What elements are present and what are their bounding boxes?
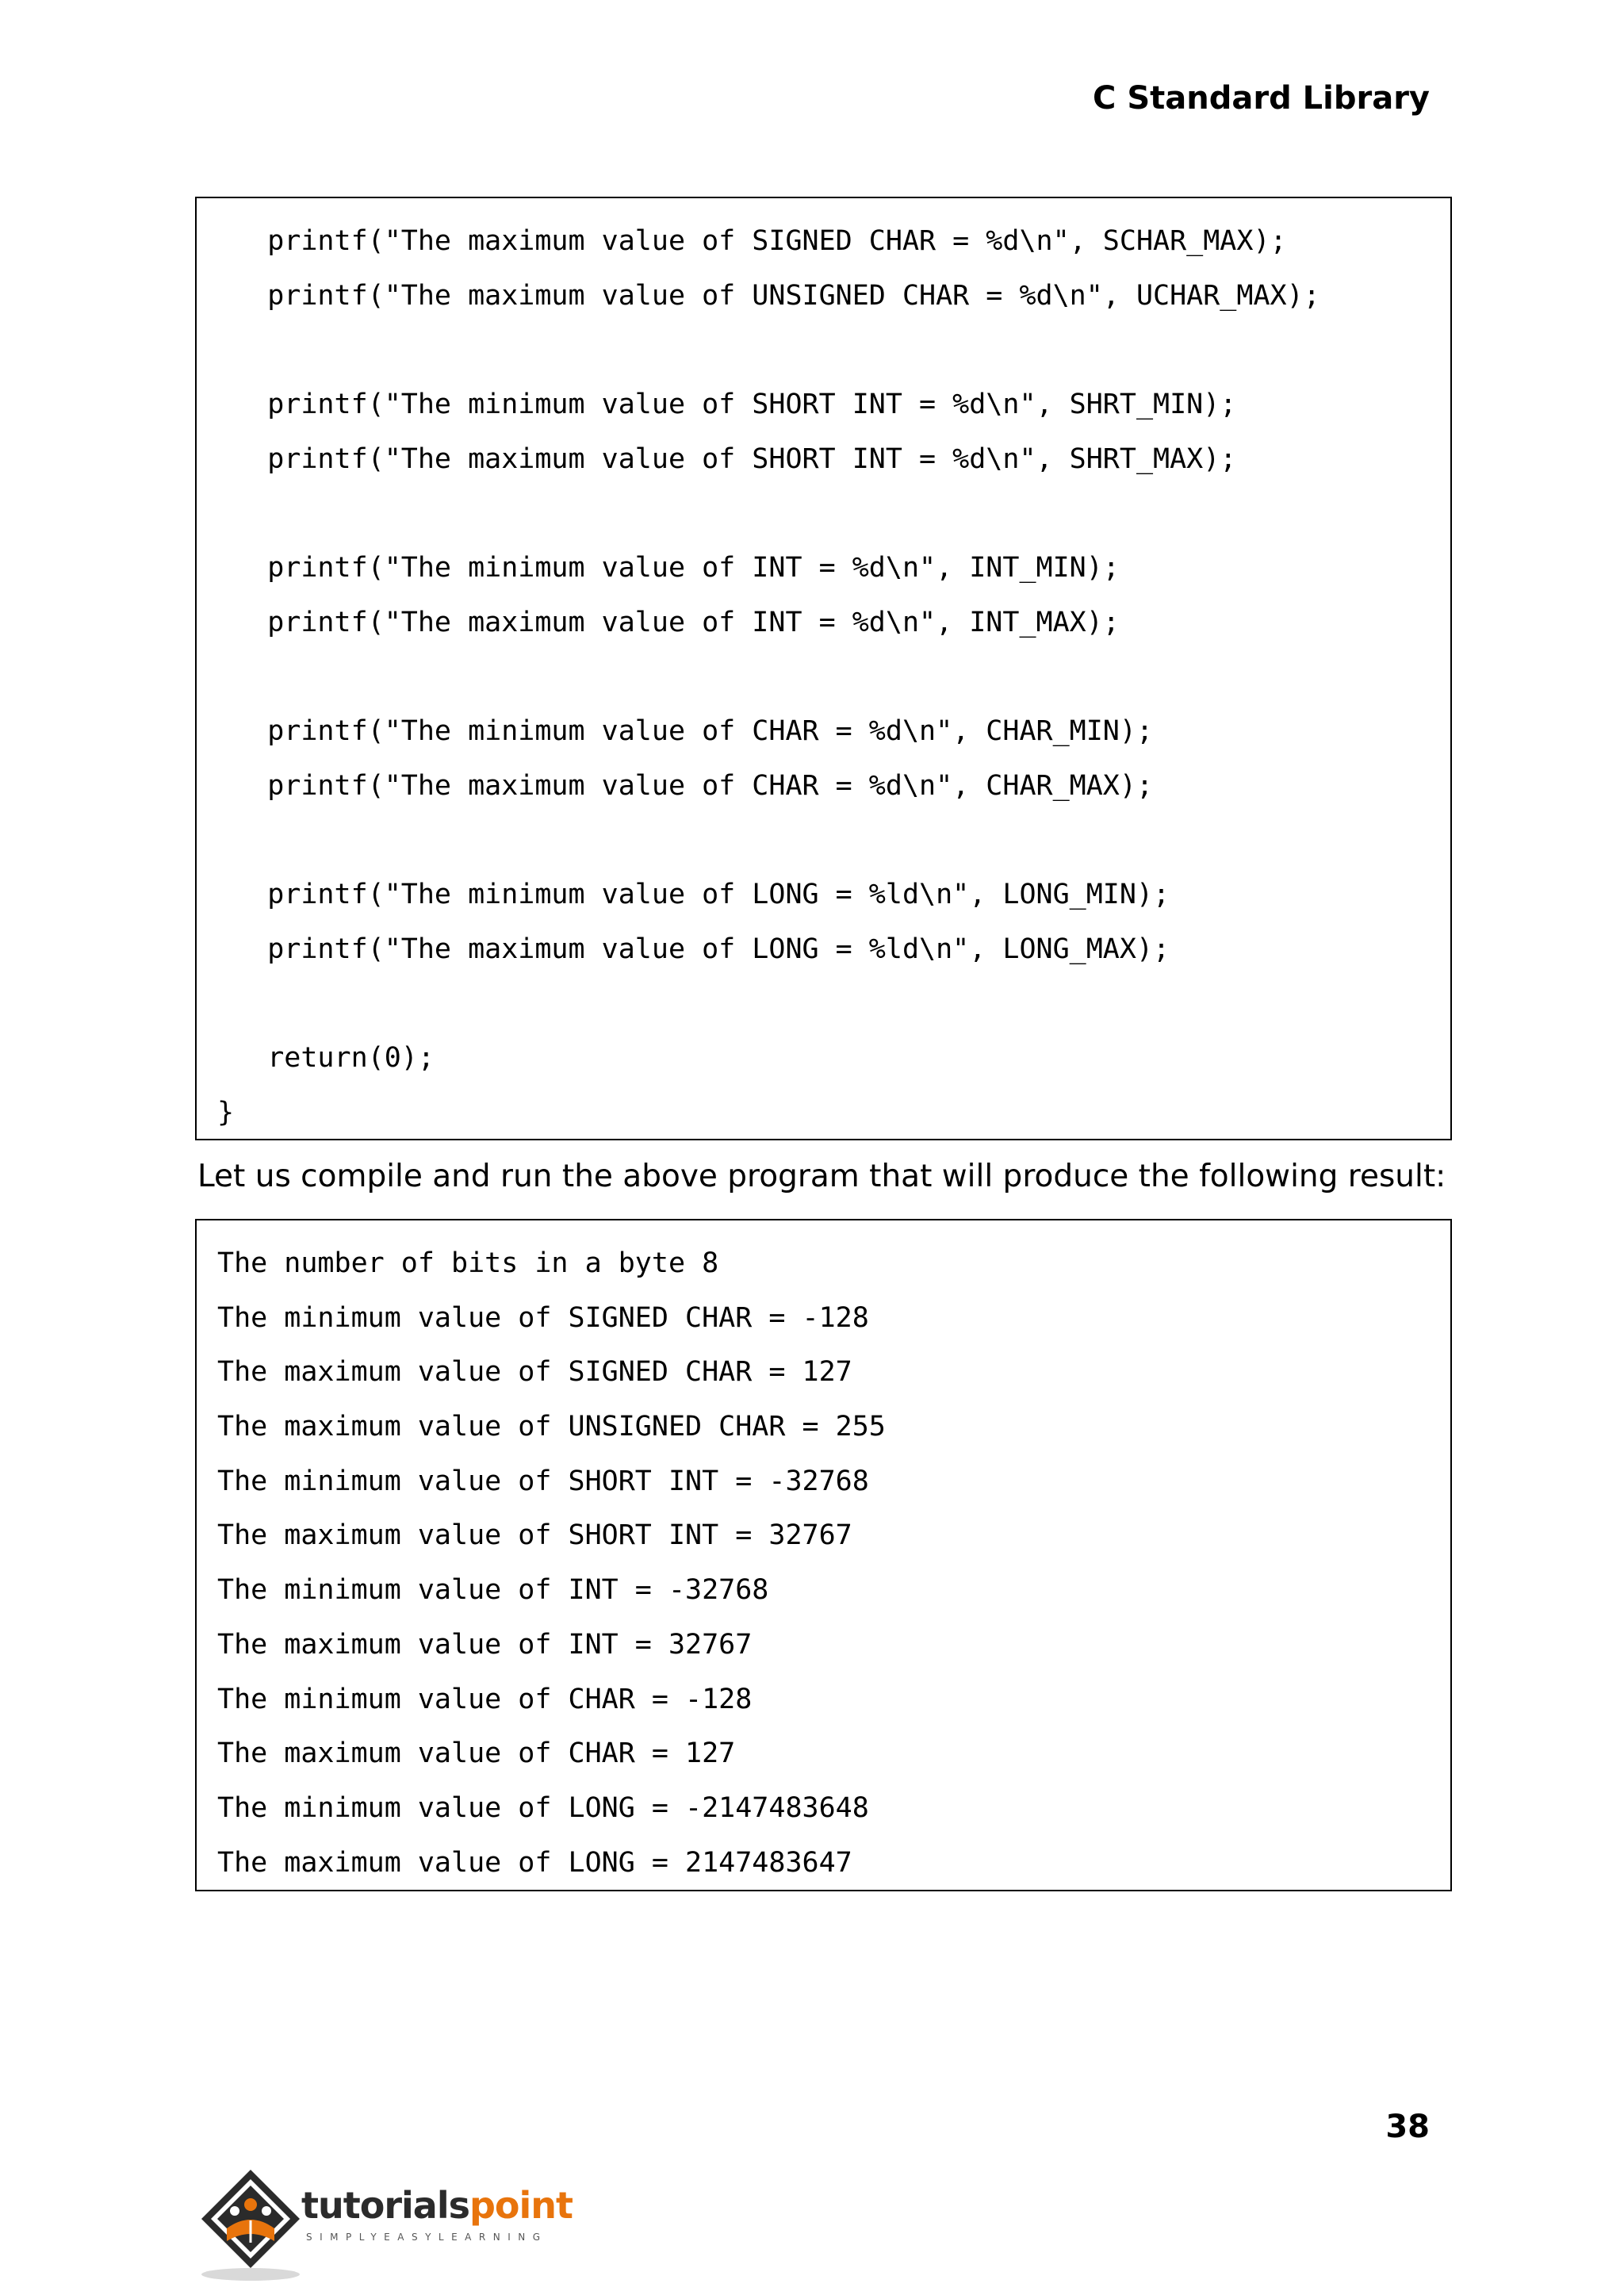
output-code-block (195, 1219, 1452, 1891)
code-line: } (217, 1097, 235, 1128)
output-line: The maximum value of SHORT INT = 32767 (217, 1519, 852, 1552)
code-line (217, 814, 1320, 868)
code-line: printf("The minimum value of INT = %d\n", INT_MIN); (217, 552, 1120, 584)
code-line: printf("The maximum value of INT = %d\n", INT_MAX); (217, 606, 1120, 638)
code-line (217, 650, 1320, 705)
output-line: The maximum value of SIGNED CHAR = 127 (217, 1356, 852, 1389)
body-paragraph: Let us compile and run the above program that will produce the following result: (197, 1159, 1446, 1194)
output-line: The minimum value of CHAR = -128 (217, 1683, 753, 1715)
code-line: printf("The maximum value of SIGNED CHAR = %d\n", SCHAR_MAX); (217, 225, 1287, 257)
logo-wordmark (301, 2184, 573, 2227)
code-line: printf("The maximum value of SHORT INT = %d\n", SHRT_MAX); (217, 443, 1237, 475)
code-line (217, 323, 1320, 377)
tutorialspoint-logo (195, 2165, 573, 2284)
output-line: The minimum value of INT = -32768 (217, 1574, 769, 1607)
output-line: The minimum value of LONG = -2147483648 (217, 1791, 869, 1824)
code-line: return(0); (217, 1042, 435, 1075)
logo-word-part2: point (469, 2184, 573, 2227)
logo-emblem-icon (195, 2165, 306, 2284)
output-line: The maximum value of UNSIGNED CHAR = 255 (217, 1411, 886, 1443)
logo-word-part1: tutorials (301, 2184, 469, 2227)
code-line: printf("The minimum value of SHORT INT = %d\n", SHRT_MIN); (217, 389, 1237, 421)
code-line: printf("The minimum value of LONG = %ld\n", LONG_MIN); (217, 879, 1170, 911)
output-line: The number of bits in a byte 8 (217, 1247, 719, 1279)
page-number: 38 (1385, 2109, 1430, 2145)
output-line: The maximum value of CHAR = 127 (217, 1738, 736, 1770)
source-code-block (195, 197, 1452, 1140)
code-line: printf("The minimum value of CHAR = %d\n", CHAR_MIN); (217, 715, 1154, 748)
code-line: printf("The maximum value of LONG = %ld\n", LONG_MAX); (217, 933, 1170, 965)
output-line: The minimum value of SHORT INT = -32768 (217, 1465, 869, 1497)
output-line: The minimum value of SIGNED CHAR = -128 (217, 1301, 869, 1334)
code-line: printf("The maximum value of UNSIGNED CHAR = %d\n", UCHAR_MAX); (217, 279, 1320, 312)
output-line: The maximum value of LONG = 2147483647 (217, 1846, 852, 1879)
code-line: printf("The maximum value of CHAR = %d\n", CHAR_MAX); (217, 769, 1154, 802)
code-line (217, 486, 1320, 541)
source-code-lines (217, 214, 1320, 1140)
page-header-title: C Standard Library (1093, 80, 1430, 117)
output-line: The maximum value of INT = 32767 (217, 1628, 753, 1661)
output-code-lines (217, 1236, 886, 1890)
code-line (217, 977, 1320, 1032)
logo-tagline: SIMPLYEASYLEARNING (306, 2232, 548, 2243)
